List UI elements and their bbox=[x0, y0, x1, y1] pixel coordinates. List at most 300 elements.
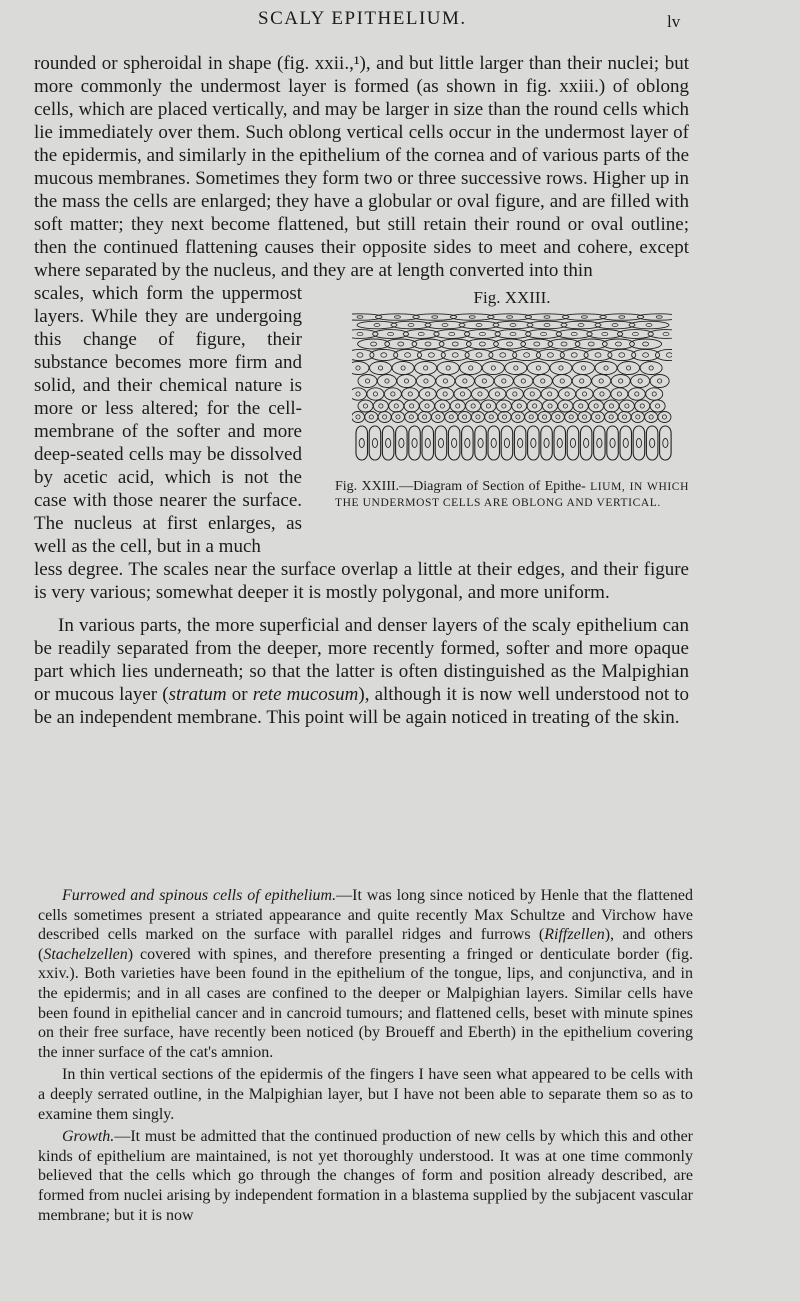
round-cell bbox=[650, 375, 669, 388]
round-cell bbox=[419, 388, 436, 400]
round-nucleus bbox=[385, 379, 389, 383]
scale-nucleus bbox=[646, 323, 652, 326]
round-nucleus bbox=[463, 415, 467, 419]
round-cell bbox=[370, 362, 392, 375]
round-cell bbox=[404, 400, 419, 412]
round-nucleus bbox=[369, 415, 373, 419]
round-nucleus bbox=[356, 366, 360, 370]
round-nucleus bbox=[560, 379, 564, 383]
round-nucleus bbox=[521, 379, 525, 383]
paragraph-3-text-a: —It was long since noticed by Henle that the flattened cells sometimes present a striated appearance and quite recently Max Schultze and Virchow have described cells marked on the surface with parallel ridges and furrows ( bbox=[38, 887, 694, 944]
round-cell bbox=[631, 375, 650, 388]
round-cell bbox=[367, 388, 384, 400]
oblong-nucleus bbox=[663, 439, 668, 448]
round-cell bbox=[527, 400, 542, 412]
round-nucleus bbox=[513, 392, 517, 396]
scale-nucleus bbox=[544, 323, 550, 326]
round-cell bbox=[565, 412, 578, 423]
round-cell bbox=[437, 362, 459, 375]
scale-nucleus bbox=[398, 342, 404, 346]
scale-nucleus bbox=[476, 353, 482, 357]
scale-nucleus bbox=[581, 316, 587, 319]
scale-nucleus bbox=[428, 353, 434, 357]
round-nucleus bbox=[617, 392, 621, 396]
term-stratum: stratum bbox=[168, 684, 227, 705]
round-cell bbox=[553, 375, 572, 388]
round-cell bbox=[450, 400, 465, 412]
scale-nucleus bbox=[571, 353, 577, 357]
round-nucleus bbox=[396, 415, 400, 419]
scale-nucleus bbox=[619, 316, 625, 319]
oblong-vertical-cell bbox=[660, 426, 672, 460]
round-nucleus bbox=[365, 379, 369, 383]
round-nucleus bbox=[662, 415, 666, 419]
round-nucleus bbox=[363, 404, 367, 408]
round-nucleus bbox=[489, 415, 493, 419]
round-cell bbox=[496, 400, 511, 412]
round-cell bbox=[485, 412, 498, 423]
round-cell bbox=[373, 400, 388, 412]
round-nucleus bbox=[582, 415, 586, 419]
running-head: SCALY EPITHELIUM. bbox=[258, 8, 467, 29]
round-nucleus bbox=[596, 415, 600, 419]
scale-nucleus bbox=[418, 332, 424, 336]
oblong-vertical-cell bbox=[541, 426, 553, 460]
round-nucleus bbox=[409, 415, 413, 419]
round-nucleus bbox=[486, 404, 490, 408]
scale-nucleus bbox=[544, 316, 550, 319]
caption-lead: Fig. XXIII.—Diagram of Section of Epithe- bbox=[335, 479, 586, 494]
oblong-nucleus bbox=[465, 439, 470, 448]
scale-nucleus bbox=[595, 353, 601, 357]
oblong-nucleus bbox=[359, 439, 364, 448]
round-cell bbox=[475, 375, 494, 388]
round-cell bbox=[405, 412, 418, 423]
round-nucleus bbox=[556, 415, 560, 419]
scale-nucleus bbox=[394, 316, 400, 319]
round-nucleus bbox=[394, 404, 398, 408]
round-cell bbox=[514, 375, 533, 388]
round-cell bbox=[397, 375, 416, 388]
scale-cell bbox=[352, 314, 382, 320]
round-cell bbox=[455, 375, 474, 388]
round-cell bbox=[458, 412, 471, 423]
paragraph-1-tail: less degree. The scales near the surface overlap a little at their edges, and their figure is very various; somewhat deeper it is mostly polygonal, and more uniform. bbox=[34, 559, 689, 603]
round-cell bbox=[578, 412, 591, 423]
round-nucleus bbox=[495, 392, 499, 396]
term-riffzellen: Riffzellen bbox=[544, 926, 605, 944]
round-cell bbox=[392, 362, 414, 375]
oblong-nucleus bbox=[570, 439, 575, 448]
round-cell bbox=[352, 388, 367, 400]
oblong-vertical-cell bbox=[382, 426, 394, 460]
scale-nucleus bbox=[588, 342, 594, 346]
round-cell bbox=[593, 388, 610, 400]
round-cell bbox=[454, 388, 471, 400]
scale-nucleus bbox=[449, 332, 455, 336]
oblong-nucleus bbox=[544, 439, 549, 448]
oblong-vertical-cell bbox=[488, 426, 500, 460]
wrapped-column bbox=[34, 282, 302, 558]
round-nucleus bbox=[517, 404, 521, 408]
scale-nucleus bbox=[524, 353, 530, 357]
scale-nucleus bbox=[479, 342, 485, 346]
scale-nucleus bbox=[510, 332, 516, 336]
round-cell bbox=[543, 400, 558, 412]
scale-nucleus bbox=[561, 342, 567, 346]
round-cell bbox=[358, 375, 377, 388]
main-body bbox=[34, 52, 689, 729]
round-nucleus bbox=[565, 392, 569, 396]
round-cell bbox=[378, 412, 391, 423]
round-cell bbox=[527, 362, 549, 375]
scale-nucleus bbox=[612, 323, 618, 326]
round-cell bbox=[436, 375, 455, 388]
round-nucleus bbox=[491, 366, 495, 370]
scale-nucleus bbox=[571, 332, 577, 336]
round-nucleus bbox=[502, 415, 506, 419]
scale-nucleus bbox=[666, 353, 672, 357]
round-cell bbox=[402, 388, 419, 400]
term-stachelzellen: Stachelzellen bbox=[43, 945, 128, 963]
round-nucleus bbox=[460, 392, 464, 396]
round-nucleus bbox=[636, 415, 640, 419]
round-cell bbox=[524, 388, 541, 400]
round-cell bbox=[559, 388, 576, 400]
round-nucleus bbox=[536, 366, 540, 370]
round-nucleus bbox=[425, 404, 429, 408]
round-cell bbox=[573, 362, 595, 375]
round-cell bbox=[506, 388, 523, 400]
round-nucleus bbox=[476, 415, 480, 419]
round-nucleus bbox=[456, 404, 460, 408]
round-nucleus bbox=[530, 392, 534, 396]
round-cell bbox=[611, 375, 630, 388]
round-nucleus bbox=[391, 392, 395, 396]
scale-nucleus bbox=[432, 316, 438, 319]
round-nucleus bbox=[469, 366, 473, 370]
round-cell bbox=[533, 375, 552, 388]
oblong-vertical-cell bbox=[607, 426, 619, 460]
oblong-vertical-cell bbox=[501, 426, 513, 460]
round-nucleus bbox=[594, 404, 598, 408]
round-nucleus bbox=[619, 379, 623, 383]
scale-nucleus bbox=[408, 323, 414, 326]
oblong-vertical-cell bbox=[554, 426, 566, 460]
term-rete-mucosum: rete mucosum bbox=[252, 684, 359, 705]
scale-nucleus bbox=[547, 353, 553, 357]
round-nucleus bbox=[604, 366, 608, 370]
scale-nucleus bbox=[534, 342, 540, 346]
round-cell bbox=[618, 362, 640, 375]
round-nucleus bbox=[356, 415, 360, 419]
round-cell bbox=[650, 400, 665, 412]
round-nucleus bbox=[426, 392, 430, 396]
scale-nucleus bbox=[469, 316, 475, 319]
round-cell bbox=[377, 375, 396, 388]
paragraph-2 bbox=[34, 614, 689, 729]
round-cell bbox=[595, 362, 617, 375]
round-nucleus bbox=[440, 404, 444, 408]
paragraph-3-text-b: ), and others ( bbox=[38, 926, 694, 963]
scale-nucleus bbox=[381, 353, 387, 357]
scale-cell bbox=[352, 330, 378, 339]
round-nucleus bbox=[658, 379, 662, 383]
oblong-vertical-cell bbox=[369, 426, 381, 460]
page-number: lv bbox=[667, 12, 681, 31]
round-cell bbox=[420, 400, 435, 412]
round-nucleus bbox=[609, 415, 613, 419]
round-nucleus bbox=[559, 366, 563, 370]
scale-nucleus bbox=[615, 342, 621, 346]
oblong-nucleus bbox=[518, 439, 523, 448]
round-nucleus bbox=[514, 366, 518, 370]
round-cell bbox=[592, 375, 611, 388]
oblong-nucleus bbox=[438, 439, 443, 448]
round-cell bbox=[389, 400, 404, 412]
section-title-growth: Growth. bbox=[62, 1128, 115, 1146]
round-nucleus bbox=[548, 392, 552, 396]
round-cell bbox=[365, 412, 378, 423]
round-nucleus bbox=[652, 392, 656, 396]
scale-nucleus bbox=[452, 342, 458, 346]
oblong-vertical-cell bbox=[528, 426, 540, 460]
oblong-vertical-cell bbox=[422, 426, 434, 460]
round-cell bbox=[541, 388, 558, 400]
paragraph-4: In thin vertical sections of the epidermis of the fingers I have seen what appeared to be cells with a deeply serrated outline, in the Malpighian layer, but I have not been able to separate them so as to examine them singly. bbox=[38, 1066, 693, 1123]
round-cell bbox=[466, 400, 481, 412]
scale-nucleus bbox=[643, 353, 649, 357]
round-cell bbox=[551, 412, 564, 423]
oblong-nucleus bbox=[425, 439, 430, 448]
oblong-nucleus bbox=[372, 439, 377, 448]
round-cell bbox=[618, 412, 631, 423]
round-nucleus bbox=[502, 404, 506, 408]
oblong-vertical-cell bbox=[594, 426, 606, 460]
figure-caption bbox=[335, 479, 689, 511]
scale-nucleus bbox=[388, 332, 394, 336]
scale-nucleus bbox=[405, 353, 411, 357]
round-nucleus bbox=[478, 392, 482, 396]
scale-nucleus bbox=[357, 316, 363, 319]
round-nucleus bbox=[378, 366, 382, 370]
oblong-vertical-cell bbox=[475, 426, 487, 460]
round-cell bbox=[512, 400, 527, 412]
oblong-nucleus bbox=[412, 439, 417, 448]
round-cell bbox=[471, 412, 484, 423]
round-nucleus bbox=[404, 379, 408, 383]
round-nucleus bbox=[482, 379, 486, 383]
round-cell bbox=[635, 400, 650, 412]
round-nucleus bbox=[383, 415, 387, 419]
round-cell bbox=[645, 412, 658, 423]
round-nucleus bbox=[533, 404, 537, 408]
paragraph-2-text-a: In various parts, the more superficial and denser layers of the scaly epithelium can be readily separated from the deeper, more recently formed, softer and more opaque part which lies underneath; so that the latter is often distinguished as the Malpighian or mucous layer ( bbox=[34, 615, 689, 705]
round-cell bbox=[576, 388, 593, 400]
round-nucleus bbox=[449, 415, 453, 419]
scale-cell bbox=[637, 314, 672, 320]
round-cell bbox=[391, 412, 404, 423]
scale-nucleus bbox=[619, 353, 625, 357]
round-nucleus bbox=[542, 415, 546, 419]
round-nucleus bbox=[443, 379, 447, 383]
scale-nucleus bbox=[632, 332, 638, 336]
scale-nucleus bbox=[357, 332, 363, 336]
round-cell bbox=[525, 412, 538, 423]
round-cell bbox=[418, 412, 431, 423]
round-cell bbox=[471, 388, 488, 400]
oblong-nucleus bbox=[504, 439, 509, 448]
round-cell bbox=[573, 400, 588, 412]
scale-nucleus bbox=[643, 342, 649, 346]
oblong-vertical-cell bbox=[514, 426, 526, 460]
oblong-vertical-cell bbox=[409, 426, 421, 460]
oblong-nucleus bbox=[636, 439, 641, 448]
round-nucleus bbox=[649, 415, 653, 419]
round-cell bbox=[605, 412, 618, 423]
oblong-nucleus bbox=[399, 439, 404, 448]
round-cell bbox=[494, 375, 513, 388]
round-nucleus bbox=[423, 415, 427, 419]
scale-nucleus bbox=[663, 332, 669, 336]
oblong-vertical-cell bbox=[580, 426, 592, 460]
oblong-nucleus bbox=[584, 439, 589, 448]
round-nucleus bbox=[625, 404, 629, 408]
round-nucleus bbox=[401, 366, 405, 370]
round-nucleus bbox=[649, 366, 653, 370]
oblong-nucleus bbox=[557, 439, 562, 448]
round-nucleus bbox=[656, 404, 660, 408]
round-cell bbox=[511, 412, 524, 423]
oblong-nucleus bbox=[623, 439, 628, 448]
round-nucleus bbox=[424, 366, 428, 370]
caption-rest: LIUM, IN WHICH THE UNDERMOST CELLS ARE OBLONG AND VERTICAL. bbox=[335, 481, 689, 509]
round-cell bbox=[628, 388, 645, 400]
round-cell bbox=[658, 412, 671, 423]
oblong-vertical-cell bbox=[462, 426, 474, 460]
round-nucleus bbox=[627, 366, 631, 370]
round-nucleus bbox=[410, 404, 414, 408]
round-nucleus bbox=[408, 392, 412, 396]
round-nucleus bbox=[635, 392, 639, 396]
round-nucleus bbox=[424, 379, 428, 383]
paragraph-3 bbox=[38, 886, 693, 1062]
round-cell bbox=[482, 362, 504, 375]
paragraph-2-or: or bbox=[226, 684, 253, 705]
round-nucleus bbox=[609, 404, 613, 408]
round-nucleus bbox=[640, 404, 644, 408]
paragraph-1-wrapped: scales, which form the uppermost layers. While they are undergoing this change of figure, their substance becomes more firm and solid, and their chemical nature is more or less altered; for the cell-membrane of the softer and more deep-seated cells may be dissolved by acetic acid, which is not the case with those nearer the surface. The nucleus at first enlarges, as well as the cell, but in a much bbox=[34, 283, 302, 557]
paragraph-1-lead: rounded or spheroidal in shape (fig. xxii.,¹), and but little larger than their nuclei; but more commonly the undermost layer is formed (as shown in fig. xxiii.) of oblong cells, which are placed vertically, and may be larger in size than the round cells which lie immediately over them. Such oblong vertical cells occur in the undermost layer of the epidermis, and similarly in the epithelium of the cornea and of various parts of the mucous membranes. Sometimes they form two or three successive rows. Higher up in the mass the cells are enlarged; they have a globular or oval figure, and are filled with soft matter; they next become flattened, but still retain their round or oval outline; then the continued flattening causes their opposite sides to meet and cohere, except where separated by the nucleus, and they are at length converted into thin bbox=[34, 53, 689, 281]
round-cell bbox=[435, 400, 450, 412]
round-nucleus bbox=[471, 404, 475, 408]
round-cell bbox=[646, 388, 663, 400]
round-nucleus bbox=[446, 366, 450, 370]
round-nucleus bbox=[599, 379, 603, 383]
oblong-vertical-cell bbox=[646, 426, 658, 460]
scale-cell bbox=[655, 349, 672, 360]
round-cell bbox=[437, 388, 454, 400]
scale-nucleus bbox=[452, 353, 458, 357]
round-cell bbox=[604, 400, 619, 412]
paragraph-5 bbox=[38, 1127, 693, 1225]
oblong-vertical-cell bbox=[448, 426, 460, 460]
round-nucleus bbox=[379, 404, 383, 408]
round-cell bbox=[631, 412, 644, 423]
scale-nucleus bbox=[541, 332, 547, 336]
oblong-nucleus bbox=[478, 439, 483, 448]
round-cell bbox=[358, 400, 373, 412]
round-cell bbox=[481, 400, 496, 412]
round-cell bbox=[415, 362, 437, 375]
epithelium-diagram bbox=[352, 309, 672, 479]
small-print-section bbox=[38, 886, 693, 1225]
round-cell bbox=[505, 362, 527, 375]
oblong-nucleus bbox=[650, 439, 655, 448]
round-nucleus bbox=[356, 392, 360, 396]
oblong-nucleus bbox=[491, 439, 496, 448]
figure-xxiii bbox=[335, 286, 689, 511]
round-nucleus bbox=[582, 392, 586, 396]
figure-label: Fig. XXIII. bbox=[473, 288, 551, 307]
round-nucleus bbox=[569, 415, 573, 419]
scale-nucleus bbox=[500, 353, 506, 357]
round-nucleus bbox=[502, 379, 506, 383]
round-cell bbox=[550, 362, 572, 375]
round-nucleus bbox=[463, 379, 467, 383]
round-cell bbox=[558, 400, 573, 412]
scale-nucleus bbox=[442, 323, 448, 326]
round-nucleus bbox=[580, 379, 584, 383]
paragraph-5-text: —It must be admitted that the continued production of new cells by which this and other kinds of epithelium are maintained, is not yet thoroughly understood. It was at one time commonly believed that the cells which go through the changes of form and position already described, are formed from nuclei arising by independent formation in a blastema supplied by the subjacent vascular membrane; but it is now bbox=[38, 1128, 693, 1224]
round-nucleus bbox=[638, 379, 642, 383]
oblong-vertical-cell bbox=[620, 426, 632, 460]
round-nucleus bbox=[436, 415, 440, 419]
round-cell bbox=[589, 400, 604, 412]
round-cell bbox=[489, 388, 506, 400]
round-nucleus bbox=[581, 366, 585, 370]
scale-nucleus bbox=[357, 353, 363, 357]
round-nucleus bbox=[579, 404, 583, 408]
scale-cell bbox=[648, 330, 672, 339]
round-cell bbox=[538, 412, 551, 423]
round-cell bbox=[460, 362, 482, 375]
oblong-nucleus bbox=[597, 439, 602, 448]
scale-nucleus bbox=[507, 316, 513, 319]
oblong-vertical-cell bbox=[356, 426, 368, 460]
oblong-nucleus bbox=[386, 439, 391, 448]
round-cell bbox=[352, 362, 369, 375]
oblong-nucleus bbox=[531, 439, 536, 448]
round-cell bbox=[572, 375, 591, 388]
round-cell bbox=[352, 412, 365, 423]
round-cell bbox=[611, 388, 628, 400]
round-nucleus bbox=[548, 404, 552, 408]
scale-nucleus bbox=[507, 342, 513, 346]
round-nucleus bbox=[443, 392, 447, 396]
scale-nucleus bbox=[479, 332, 485, 336]
oblong-vertical-cell bbox=[435, 426, 447, 460]
round-cell bbox=[619, 400, 634, 412]
paragraph-3-text-c: ) covered with spines, and therefore presenting a fringed or denticulate border (fig. xxiv.). Both varieties have been found in the epithelium of the tongue, lips, and conjunctiva, and in the epidermis; and in all cases are confined to the deeper or Malpighian layers. Similar cells have been found in epithelial cancer and in cancroid tumours; and flattened cells, beset with minute spines on their free surface, have recently been noticed (by Broueff and Eberth) in the epithelium covering the inner surface of the cat's amnion. bbox=[38, 945, 693, 1061]
scale-nucleus bbox=[374, 323, 380, 326]
scale-nucleus bbox=[371, 342, 377, 346]
round-cell bbox=[591, 412, 604, 423]
scale-nucleus bbox=[510, 323, 516, 326]
round-cell bbox=[431, 412, 444, 423]
round-cell bbox=[498, 412, 511, 423]
round-cell bbox=[384, 388, 401, 400]
